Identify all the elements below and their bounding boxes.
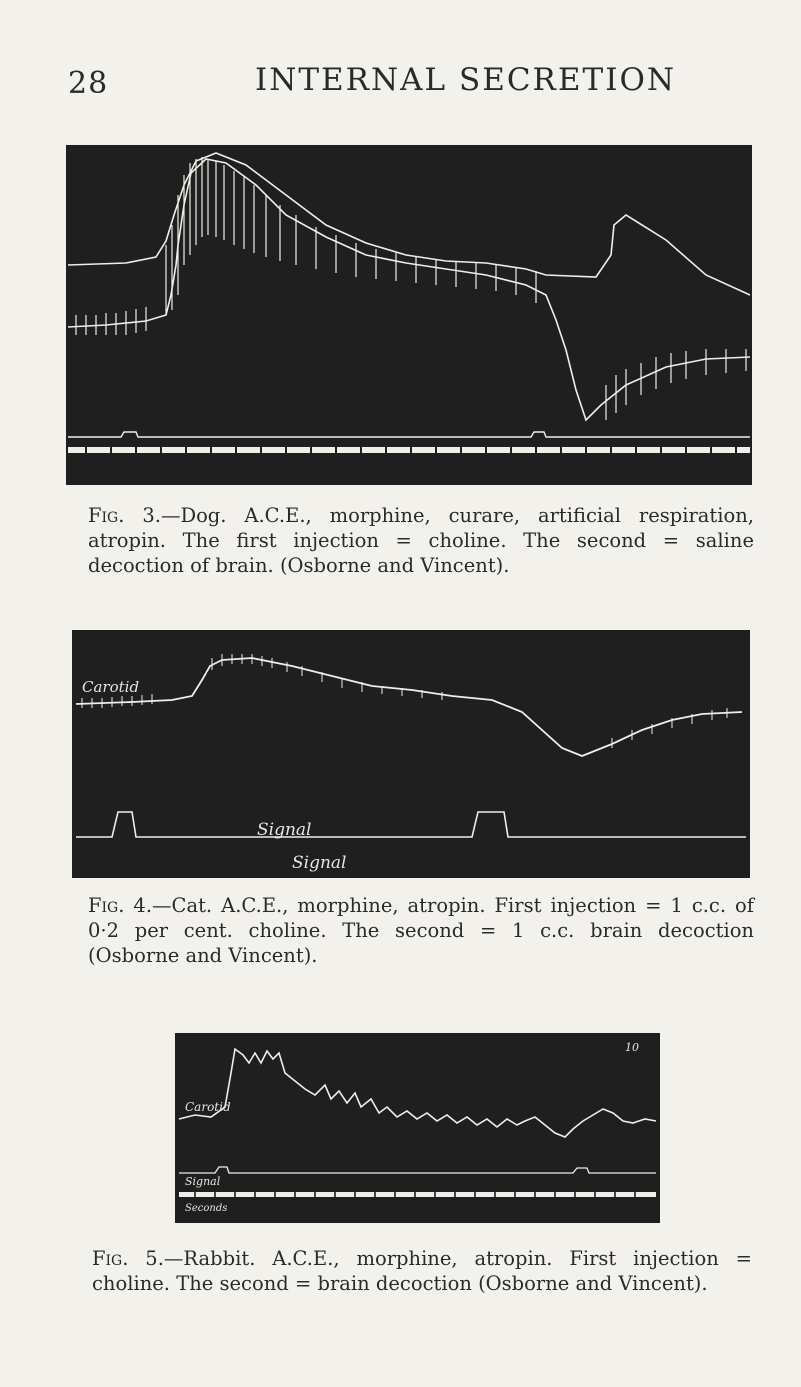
figure-3-caption-lead: Fig. 3. [88, 504, 161, 527]
fig4-signal-label-lower: Signal [292, 853, 347, 873]
fig3-signal-line [68, 432, 750, 437]
figure-4-caption-lead: Fig. 4. [88, 894, 153, 917]
running-head: INTERNAL SECRETION [255, 62, 676, 98]
fig5-signal-line [179, 1167, 656, 1173]
fig5-carotid-label: Carotid [185, 1100, 231, 1114]
fig4-pressure-trace [76, 658, 742, 756]
figure-4-tracing [72, 630, 750, 878]
figure-3-caption [88, 503, 754, 578]
fig5-time-marker [179, 1192, 656, 1197]
fig4-signal-line [76, 812, 746, 837]
fig3-oscillations [76, 157, 746, 420]
fig5-signal-label: Signal [185, 1175, 221, 1188]
fig5-pressure-trace [179, 1049, 656, 1137]
figure-4-kymograph [72, 630, 750, 878]
fig4-signal-label-upper: Signal [257, 820, 312, 840]
figure-4-caption [88, 893, 754, 968]
fig4-oscillations [82, 654, 727, 748]
figure-5-caption [92, 1246, 752, 1296]
figure-5-kymograph [175, 1033, 660, 1223]
figure-5-tracing [175, 1033, 660, 1223]
fig3-time-marker [68, 447, 750, 453]
figure-5-caption-lead: Fig. 5. [92, 1247, 164, 1270]
page-number: 28 [68, 66, 109, 101]
figure-3-caption-body: —Dog. A.C.E., morphine, curare, artificial respiration, atropin. The first injection = choline. The second = saline decoction of brain. (Osborne and Vincent). [88, 504, 754, 577]
fig5-seconds-label: Seconds [185, 1203, 228, 1214]
fig3-upper-envelope [68, 153, 750, 295]
figure-5-caption-body: —Rabbit. A.C.E., morphine, atropin. First injection = choline. The second = brain decoction (Osborne and Vincent). [92, 1247, 753, 1295]
figure-3-tracing [66, 145, 752, 485]
fig4-carotid-label: Carotid [82, 678, 140, 696]
figure-3-kymograph [66, 145, 752, 485]
fig5-marker-label: 10 [625, 1041, 639, 1054]
figure-4-caption-body: —Cat. A.C.E., morphine, atropin. First injection = 1 c.c. of 0·2 per cent. choline. The second = 1 c.c. brain decoction (Osborne and Vincent). [88, 894, 754, 967]
fig3-pressure-trace [68, 159, 750, 420]
